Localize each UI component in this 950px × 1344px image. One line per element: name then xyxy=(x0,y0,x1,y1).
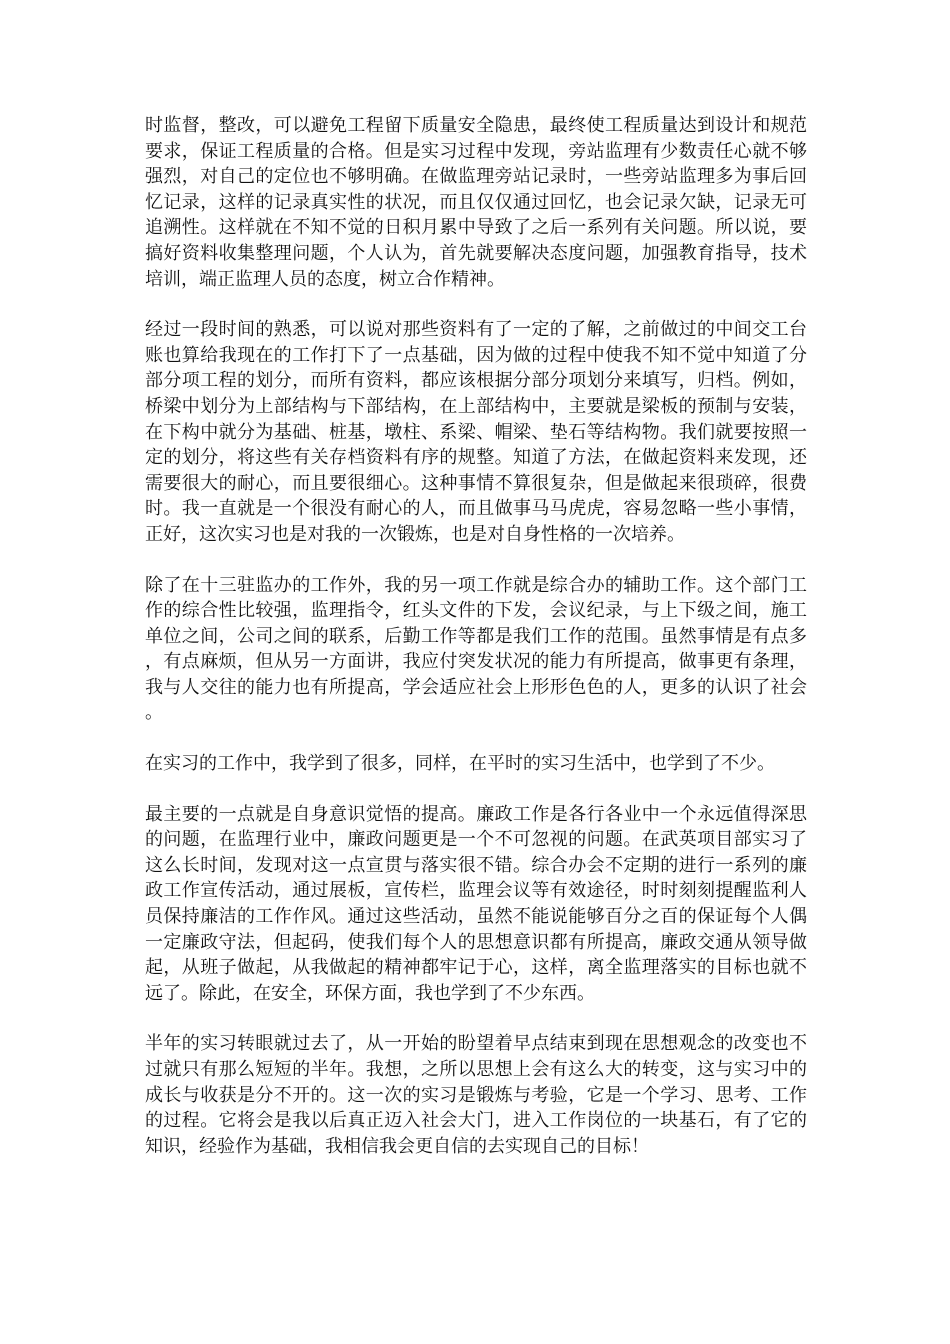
paragraph-4: 在实习的工作中，我学到了很多，同样，在平时的实习生活中，也学到了不少。 xyxy=(145,753,775,775)
paragraph-2: 经过一段时间的熟悉，可以说对那些资料有了一定的了解，之前做过的中间交工台账也算给我现在的工作打下了一点基础，因为做的过程中使我不知不觉中知道了分部分项工程的划分，而所有资料，都应该根据分部分项划分来填写，归档。例如，桥梁中划分为上部结构与下部结构，在上部结构中，主要就是梁板的预制与安装，在下构中就分为基础、桩基，墩柱、系梁、帽梁、垫石等结构物。我们就要按照一定的划分，将这些有关存档资料有序的规整。知道了方法，在做起资料来发现，还需要很大的耐心，而且要很细心。这种事情不算很复杂，但是做起来很琐碎，很费时。我一直就是一个很没有耐心的人，而且做事马马虎虎，容易忽略一些小事情，正好，这次实习也是对我的一次锻炼，也是对自身性格的一次培养。 xyxy=(145,319,807,545)
paragraph-6: 半年的实习转眼就过去了，从一开始的盼望着早点结束到现在思想观念的改变也不过就只有那么短短的半年。我想，之所以思想上会有这么大的转变，这与实习中的成长与收获是分不开的。这一次的实习是锻炼与考验，它是一个学习、思考、工作的过程。它将会是我以后真正迈入社会大门，进入工作岗位的一块基石，有了它的知识，经验作为基础，我相信我会更自信的去实现自己的目标！ xyxy=(145,1033,807,1157)
document-body xyxy=(145,113,807,1159)
paragraph-3: 除了在十三驻监办的工作外，我的另一项工作就是综合办的辅助工作。这个部门工作的综合性比较强，监理指令，红头文件的下发，会议纪录，与上下级之间，施工单位之间，公司之间的联系，后勤工作等都是我们工作的范围。虽然事情是有点多，有点麻烦，但从另一方面讲，我应付突发状况的能力有所提高，做事更有条理，我与人交往的能力也有所提高，学会适应社会上形形色色的人，更多的认识了社会。 xyxy=(145,574,807,724)
paragraph-1: 时监督，整改，可以避免工程留下质量安全隐患，最终使工程质量达到设计和规范要求，保证工程质量的合格。但是实习过程中发现，旁站监理有少数责任心就不够强烈，对自己的定位也不够明确。在做监理旁站记录时，一些旁站监理多为事后回忆记录，这样的记录真实性的状况，而且仅仅通过回忆，也会记录欠缺，记录无可追溯性。这样就在不知不觉的日积月累中导致了之后一系列有关问题。所以说，要搞好资料收集整理问题，个人认为，首先就要解决态度问题，加强教育指导，技术培训，端正监理人员的态度，树立合作精神。 xyxy=(145,115,807,290)
paragraph-5: 最主要的一点就是自身意识觉悟的提高。廉政工作是各行各业中一个永远值得深思的问题，在监理行业中，廉政问题更是一个不可忽视的问题。在武英项目部实习了这么长时间，发现对这一点宣贯与落实很不错。综合办会不定期的进行一系列的廉政工作宣传活动，通过展板，宣传栏，监理会议等有效途径，时时刻刻提醒监利人员保持廉洁的工作作风。通过这些活动，虽然不能说能够百分之百的保证每个人偶一定廉政守法，但起码，使我们每个人的思想意识都有所提高，廉政交通从领导做起，从班子做起，从我做起的精神都牢记于心，这样，离全监理落实的目标也就不远了。除此，在安全，环保方面，我也学到了不少东西。 xyxy=(145,803,807,1004)
